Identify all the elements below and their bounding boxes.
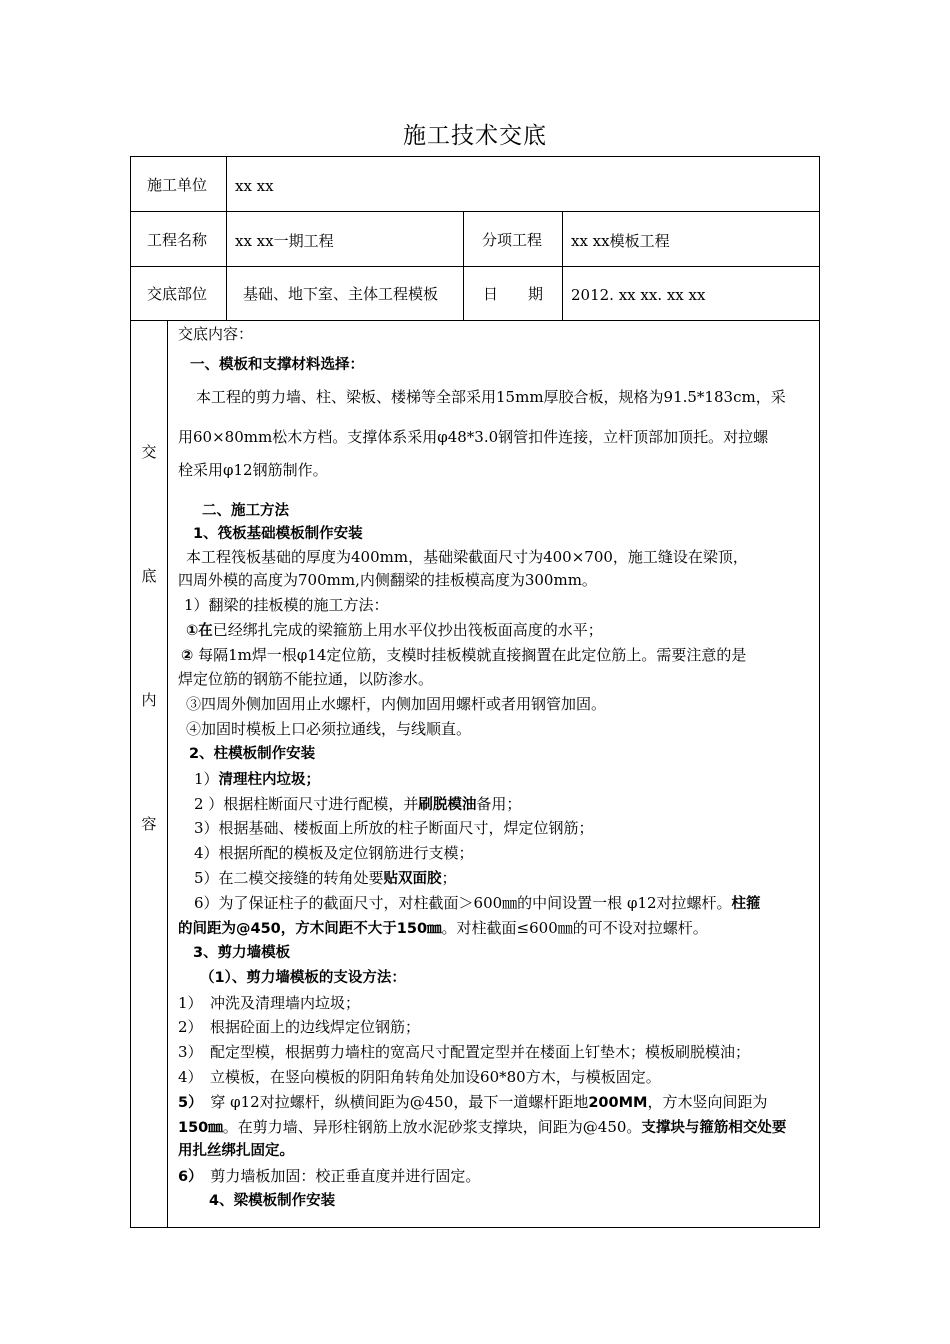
side-label-char: 交	[141, 443, 157, 461]
paragraph-line	[178, 918, 708, 939]
list-item	[194, 769, 320, 790]
col-divider	[463, 211, 464, 320]
list-item: 3）根据基础、楼板面上所放的柱子断面尺寸，焊定位钢筋；	[194, 819, 594, 837]
item-text: 。对柱截面≤600㎜的可不设对拉螺杆。	[441, 919, 708, 937]
item-text: 已经绑扎完成的梁箍筋上用水平仪抄出筏板面高度的水平；	[212, 621, 603, 639]
item-text: 。在剪力墙、异形柱钢筋上放水泥砂浆支撑块，间距为@450。	[222, 1118, 642, 1136]
item-marker: 6）	[178, 1169, 196, 1185]
subsection-heading: （1）、剪力墙模板的支设方法：	[200, 970, 406, 986]
list-item: 1） 冲洗及清理墙内垃圾；	[178, 994, 361, 1012]
col-divider	[226, 157, 227, 320]
page-title: 施工技术交底	[403, 123, 547, 149]
item-text: 备用；	[476, 795, 522, 813]
item-marker: 1）	[194, 770, 219, 788]
paragraph-line: 用扎丝绑扎固定。	[178, 1143, 294, 1159]
project-value: xx xx一期工程	[235, 232, 334, 250]
item-text: 6）为了保证柱子的截面尺寸，对柱截面＞600㎜的中间设置一根 φ12对拉螺杆。	[194, 894, 732, 912]
list-item: ④加固时模板上口必须拉通线，与线顺直。	[186, 720, 472, 738]
item-emphasis: 支撑块与箍筋相交处要	[641, 1120, 787, 1136]
list-item: 4）根据所配的模板及定位钢筋进行支模；	[194, 844, 474, 862]
item-text: 2 ）根据柱断面尺寸进行配模，并	[194, 795, 419, 813]
date-value: 2012. xx xx. xx xx	[571, 286, 706, 304]
list-item	[181, 645, 746, 666]
section-heading: 一、模板和支撑材料选择：	[190, 357, 364, 373]
item-text: 穿 φ12对拉螺杆，纵横间距为@450，最下一道螺杆距地	[195, 1093, 589, 1111]
date-label: 日 期	[483, 285, 544, 303]
item-text: 清理柱内垃圾；	[218, 772, 321, 788]
row-divider	[131, 320, 819, 321]
paragraph-line: 焊定位筋的钢筋不能拉通，以防渗水。	[178, 670, 434, 688]
item-emphasis: 贴双面胶	[383, 871, 442, 887]
project-label: 工程名称	[147, 231, 208, 249]
part-value: 基础、地下室、主体工程模板	[243, 285, 439, 303]
paragraph-line: 四周外模的高度为700mm,内侧翻梁的挂板模高度为300mm。	[178, 571, 597, 589]
subitem-label: 分项工程	[482, 231, 543, 249]
item-emphasis: 200MM	[588, 1095, 648, 1111]
col-divider	[167, 320, 168, 1228]
item-text: 剪力墙板加固：校正垂直度并进行固定。	[195, 1167, 481, 1185]
item-marker: 5）	[178, 1095, 196, 1111]
paragraph-line: 本工程的剪力墙、柱、梁板、楼梯等全部采用15mm厚胶合板，规格为91.5*183cm，采	[196, 388, 786, 406]
list-item	[178, 1166, 480, 1187]
list-item	[178, 1092, 768, 1113]
subsection-heading: 2、柱模板制作安装	[189, 746, 316, 762]
list-item: ③四周外侧加固用止水螺杆，内侧加固用螺杆或者用钢管加固。	[186, 695, 607, 713]
row-divider	[131, 266, 819, 267]
subitem-value: xx xx模板工程	[571, 232, 670, 250]
paragraph-line: 本工程筏板基础的厚度为400mm，基础梁截面尺寸为400×700，施工缝设在梁顶，	[186, 548, 748, 566]
list-item: 1）翻梁的挂板模的施工方法：	[184, 596, 389, 614]
row-divider	[131, 211, 819, 212]
item-emphasis: 的间距为@450，方木间距不大于150㎜	[178, 921, 442, 937]
disclosure-table	[130, 156, 820, 1228]
item-marker: ②	[181, 648, 194, 664]
item-marker: ①在	[186, 623, 213, 639]
list-item	[194, 794, 521, 815]
item-emphasis: 柱箍	[731, 896, 761, 912]
paragraph-line: 栓采用φ12钢筋制作。	[178, 461, 328, 479]
list-item	[186, 620, 603, 641]
list-item: 2） 根据砼面上的边线焊定位钢筋；	[178, 1018, 421, 1036]
side-label-char: 容	[141, 815, 157, 833]
subsection-heading: 1、筏板基础模板制作安装	[193, 526, 363, 542]
subsection-heading: 4、梁模板制作安装	[209, 1193, 336, 1209]
subsection-heading: 3、剪力墙模板	[193, 945, 291, 961]
list-item	[194, 893, 761, 914]
part-label: 交底部位	[147, 285, 208, 303]
side-label-char: 内	[141, 691, 157, 709]
content-intro: 交底内容：	[178, 325, 254, 343]
unit-value: xx xx	[235, 177, 274, 195]
side-label-char: 底	[141, 567, 157, 585]
col-divider	[562, 211, 563, 320]
item-text: 每隔1m焊一根φ14定位筋，支模时挂板模就直接搁置在此定位筋上。需要注意的是	[198, 646, 747, 664]
section-heading: 二、施工方法	[202, 503, 289, 519]
list-item: 4） 立模板，在竖向模板的阴阳角转角处加设60*80方木，与模板固定。	[178, 1068, 661, 1086]
item-text: ；	[441, 869, 457, 887]
list-item	[194, 868, 457, 889]
item-text: ，方木竖向间距为	[647, 1093, 768, 1111]
list-item: 3） 配定型模，根据剪力墙柱的宽高尺寸配置定型并在楼面上钉垫木；模板刷脱模油；	[178, 1043, 751, 1061]
paragraph-line: 用60×80mm松木方档。支撑体系采用φ48*3.0钢管扣件连接，立杆顶部加顶托。对拉螺	[178, 428, 769, 446]
paragraph-line	[178, 1117, 786, 1138]
item-emphasis: 150㎜	[178, 1120, 223, 1136]
unit-label: 施工单位	[147, 176, 208, 194]
item-emphasis: 刷脱模油	[418, 797, 477, 813]
item-text: 5）在二模交接缝的转角处要	[194, 869, 384, 887]
